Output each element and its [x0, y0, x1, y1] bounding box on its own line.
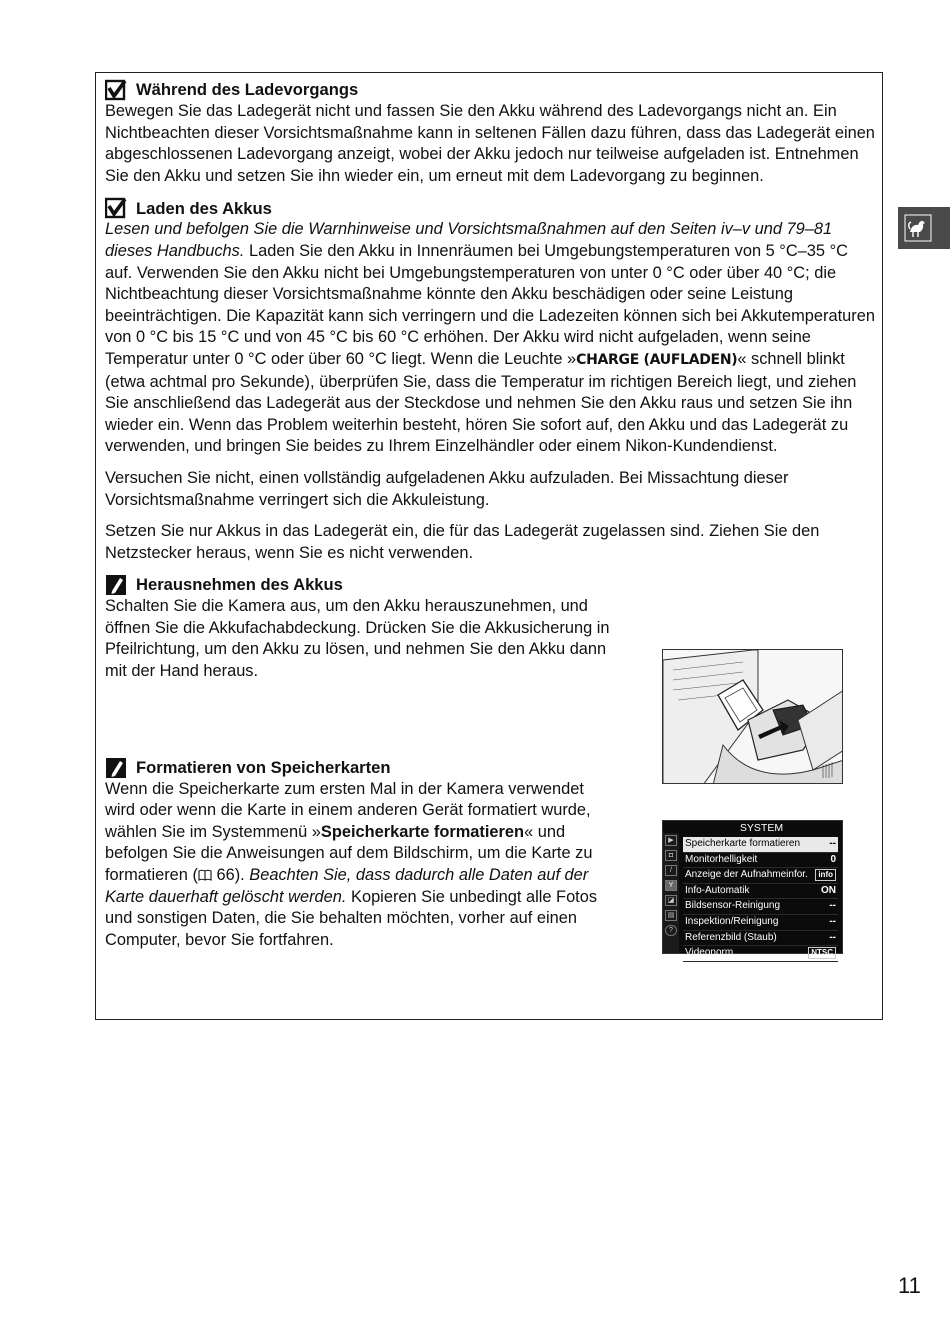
menu-item-value: --	[829, 915, 836, 927]
menu-item[interactable]	[683, 931, 838, 947]
chapter-tab	[898, 207, 950, 249]
rooster-icon	[904, 214, 932, 242]
menu-item[interactable]	[683, 899, 838, 915]
section-title: Formatieren von Speicherkarten	[136, 757, 391, 777]
menu-title: SYSTEM	[739, 822, 784, 834]
menu-item[interactable]	[683, 868, 838, 884]
recent-settings-icon: ▤	[665, 910, 677, 921]
charge-lamp-label: CHARGE (AUFLADEN)	[576, 351, 738, 368]
menu-item-value: --	[829, 900, 836, 912]
section-heading-loading	[105, 197, 875, 219]
section-title: Während des Ladevorgangs	[136, 80, 359, 100]
menu-item-value: --	[829, 931, 836, 943]
text-run: Wenn die Speicherkarte zum ersten Mal in der Kamera verwendet wird oder wenn die Karte in einem anderen Gerät formatiert wurde, wählen Sie im Systemmenü »	[105, 779, 591, 841]
section-heading-charging	[105, 79, 875, 101]
menu-item-value: NTSC	[808, 947, 836, 959]
battery-removal-illustration	[662, 649, 843, 784]
menu-item-value: info	[815, 869, 836, 881]
warning-reference: Lesen und befolgen Sie die Warnhinweise und Vorsichtsmaßnahmen auf den Seiten iv–v und 79–81 dieses Handbuchs.	[105, 220, 833, 260]
menu-item[interactable]	[683, 915, 838, 931]
menu-item-value: 0	[830, 853, 836, 865]
menu-item-value: ON	[821, 884, 836, 896]
menu-item[interactable]	[683, 853, 838, 869]
menu-item-label: Speicherkarte formatieren	[685, 838, 801, 849]
section-text: Setzen Sie nur Akkus in das Ladegerät ein, die für das Ladegerät zugelassen sind. Ziehen Sie den Netzstecker heraus, wenn Sie es nicht verwenden.	[105, 522, 820, 562]
section-text	[105, 779, 615, 952]
menu-list	[683, 837, 838, 962]
section-heading-removing	[105, 574, 875, 596]
menu-item-value: --	[829, 838, 836, 849]
menu-item[interactable]	[683, 946, 838, 962]
note-pencil-icon	[105, 757, 127, 779]
note-pencil-icon	[105, 574, 127, 596]
playback-icon: ▶	[665, 835, 677, 846]
camera-icon: ◘	[665, 850, 677, 861]
section-title: Herausnehmen des Akkus	[136, 575, 343, 595]
page-number: 11	[898, 1273, 921, 1298]
menu-item[interactable]	[683, 884, 838, 900]
menu-item-label: Bildsensor-Reinigung	[685, 900, 781, 912]
caution-check-icon	[105, 79, 127, 101]
menu-item-label: Videonorm	[685, 947, 734, 959]
book-icon	[198, 866, 212, 878]
menu-item-label: Inspektion/Reinigung	[685, 915, 779, 927]
menu-item-label: Info-Automatik	[685, 884, 750, 896]
wrench-icon: Y	[665, 880, 677, 891]
menu-item-label: Referenzbild (Staub)	[685, 931, 777, 943]
menu-sidebar	[663, 833, 679, 953]
system-menu-screenshot	[662, 820, 843, 959]
retouch-icon: ◪	[665, 895, 677, 906]
section-text	[105, 219, 875, 458]
section-text: Versuchen Sie nicht, einen vollständig aufgeladenen Akku aufzuladen. Bei Missachtung dieser Vorsichtsmaßnahme verringert sich die Akkuleistung.	[105, 468, 789, 509]
menu-item[interactable]	[683, 837, 838, 853]
warning-text: Beachten Sie, dass dadurch alle Daten auf der Karte dauerhaft gelöscht werden.	[105, 866, 589, 906]
section-text: Schalten Sie die Kamera aus, um den Akku herauszunehmen, und öffnen Sie die Akkufachabdeckung. Drücken Sie die Akkusicherung in Pfeilrichtung, um den Akku zu lösen, und nehmen Sie den Akku dann mit der Hand heraus.	[105, 597, 610, 681]
caution-check-icon	[105, 197, 127, 219]
section-text: Bewegen Sie das Ladegerät nicht und fassen Sie den Akku während des Ladevorgangs nicht an. Ein Nichtbeachten dieser Vorsichtsmaßnahme kann in seltenen Fällen dazu führen, dass das Ladegerät einen abgeschlossenen Ladevorgang anzeigt, wobei der Akku jedoch nur teilweise aufgeladen ist. Entnehmen Sie den Akku und setzen Sie ihn wieder ein, um erneut mit dem Ladevorgang zu beginnen.	[105, 102, 875, 185]
text-run: Laden Sie den Akku in Innenräumen bei Umgebungstemperaturen von 5 °C–35 °C auf. Verwenden Sie den Akku nicht bei Umgebungstemperaturen von unter 0 °C oder über 40 °C; die Nichtbeachtung dieser Vorsichtsmaßnahme könnte den Akku beschädigen oder seine Leistung beeinträchtigen. Die Kapazität kann sich verringern und die Ladezeiten können sich bei Akkutemperaturen von 0 °C bis 15 °C und von 45 °C bis 60 °C erhöhen. Der Akku wird nicht aufgeladen, wenn seine Temperatur unter 0 °C oder über 60 °C liegt. Wenn die Leuchte »	[105, 241, 875, 368]
menu-item-label: Monitorhelligkeit	[685, 853, 758, 865]
page-reference: 66).	[211, 866, 250, 885]
text-run: « und befolgen Sie die Anweisungen auf dem Bildschirm, um die Karte zu formatieren (	[105, 822, 593, 885]
section-title: Laden des Akkus	[136, 198, 272, 218]
text-run: « schnell blinkt (etwa achtmal pro Sekunde), überprüfen Sie, dass die Temperatur im richtigen Bereich liegt, und ziehen Sie anschließend das Ladegerät aus der Steckdose und nehmen Sie den Akku raus und setzen Sie ihn wieder ein. Wenn das Problem weiterhin besteht, hören Sie sofort auf, den Akku und das Ladegerät zu verwenden, und bringen Sie beides zu Ihrem Einzelhändler oder einem Nikon-Kundendienst.	[105, 349, 857, 456]
menu-item-reference: Speicherkarte formatieren	[320, 822, 525, 841]
help-icon: ?	[665, 925, 677, 936]
menu-item-label: Anzeige der Aufnahmeinfor.	[685, 869, 808, 881]
text-run: Kopieren Sie unbedingt alle Fotos und sonstigen Daten, die Sie behalten möchten, vorher auf einen Computer, bevor Sie fortfahren.	[105, 887, 598, 949]
pencil-icon: /	[665, 865, 677, 876]
